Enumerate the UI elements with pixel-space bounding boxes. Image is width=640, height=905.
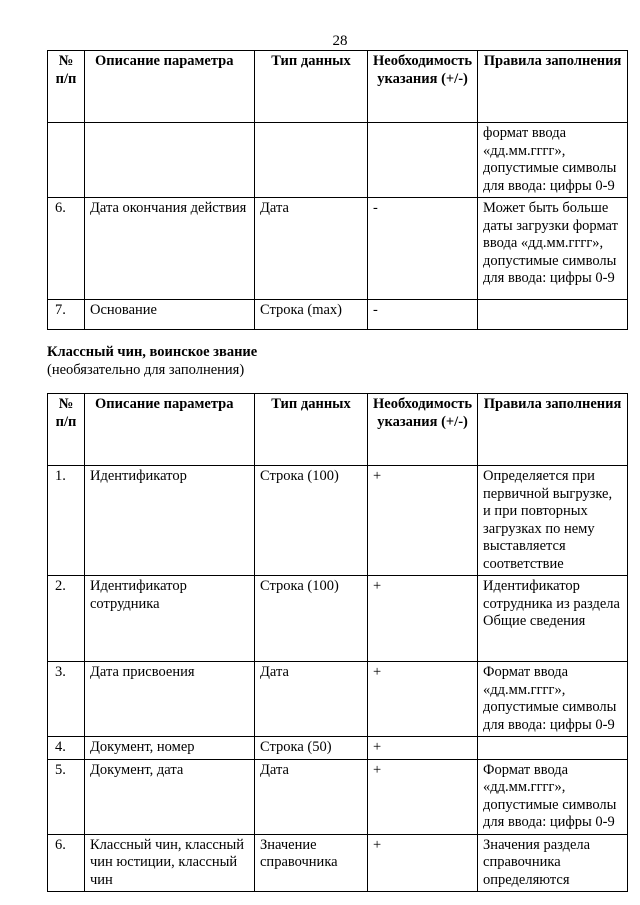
cell-rules: формат ввода «дд.мм.гггг», допустимые символы для ввода: цифры 0-9: [478, 123, 628, 198]
table-header-row: [48, 51, 628, 123]
table-row: [48, 300, 628, 330]
cell-required: +: [368, 576, 478, 662]
header-num: № п/п: [48, 51, 85, 123]
cell-data-type: Строка (100): [255, 466, 368, 576]
cell-num: [48, 123, 85, 198]
cell-data-type: Дата: [255, 198, 368, 300]
cell-num: 6.: [48, 834, 85, 892]
cell-required: [368, 123, 478, 198]
table-row: [48, 123, 628, 198]
table-header-row: [48, 394, 628, 466]
cell-required: +: [368, 759, 478, 834]
cell-num: 6.: [48, 198, 85, 300]
cell-num: 2.: [48, 576, 85, 662]
cell-num: 3.: [48, 662, 85, 737]
cell-data-type: [255, 123, 368, 198]
table-row: [48, 759, 628, 834]
cell-description: Классный чин, классный чин юстиции, классный чин: [85, 834, 255, 892]
table-row: [48, 662, 628, 737]
header-rules: Правила заполнения: [478, 394, 628, 466]
header-description: Описание параметра: [85, 51, 255, 123]
table-row: [48, 834, 628, 892]
class-rank-table: [47, 393, 628, 892]
cell-rules: [478, 737, 628, 760]
table-row: [48, 198, 628, 300]
table-row: [48, 466, 628, 576]
cell-rules: [478, 300, 628, 330]
cell-description: Дата окончания действия: [85, 198, 255, 300]
cell-required: -: [368, 300, 478, 330]
cell-num: 7.: [48, 300, 85, 330]
header-data-type: Тип данных: [255, 394, 368, 466]
cell-rules: Формат ввода «дд.мм.гггг», допустимые символы для ввода: цифры 0-9: [478, 759, 628, 834]
cell-data-type: Дата: [255, 759, 368, 834]
cell-description: Идентификатор: [85, 466, 255, 576]
cell-description: [85, 123, 255, 198]
cell-rules: Идентификатор сотрудника из раздела Общие сведения: [478, 576, 628, 662]
cell-description: Документ, номер: [85, 737, 255, 760]
cell-required: -: [368, 198, 478, 300]
cell-rules: Определяется при первичной выгрузке, и при повторных загрузках по нему выставляется соответствие: [478, 466, 628, 576]
cell-description: Основание: [85, 300, 255, 330]
cell-required: +: [368, 737, 478, 760]
cell-description: Идентификатор сотрудника: [85, 576, 255, 662]
header-required: Необходимость указания (+/-): [368, 51, 478, 123]
cell-data-type: Строка (50): [255, 737, 368, 760]
cell-description: Документ, дата: [85, 759, 255, 834]
table-row: [48, 737, 628, 760]
cell-rules: Формат ввода «дд.мм.гггг», допустимые символы для ввода: цифры 0-9: [478, 662, 628, 737]
cell-description: Дата присвоения: [85, 662, 255, 737]
cell-num: 4.: [48, 737, 85, 760]
section-title: Классный чин, воинское звание: [47, 344, 258, 360]
table-row: [48, 576, 628, 662]
cell-required: +: [368, 662, 478, 737]
cell-data-type: Значение справочника: [255, 834, 368, 892]
cell-data-type: Строка (100): [255, 576, 368, 662]
cell-num: 5.: [48, 759, 85, 834]
cell-data-type: Дата: [255, 662, 368, 737]
header-description: Описание параметра: [85, 394, 255, 466]
cell-data-type: Строка (max): [255, 300, 368, 330]
header-rules: Правила заполнения: [478, 51, 628, 123]
section-heading: [47, 344, 257, 379]
header-data-type: Тип данных: [255, 51, 368, 123]
parameters-table-continued: [47, 50, 628, 330]
header-num: № п/п: [48, 394, 85, 466]
page-number: 28: [332, 33, 348, 49]
header-required: Необходимость указания (+/-): [368, 394, 478, 466]
cell-required: +: [368, 834, 478, 892]
cell-num: 1.: [48, 466, 85, 576]
cell-rules: Может быть больше даты загрузки формат ввода «дд.мм.гггг», допустимые символы для ввода: цифры 0-9: [478, 198, 628, 300]
section-note: (необязательно для заполнения): [47, 361, 245, 378]
cell-required: +: [368, 466, 478, 576]
cell-rules: Значения раздела справочника определяются: [478, 834, 628, 892]
